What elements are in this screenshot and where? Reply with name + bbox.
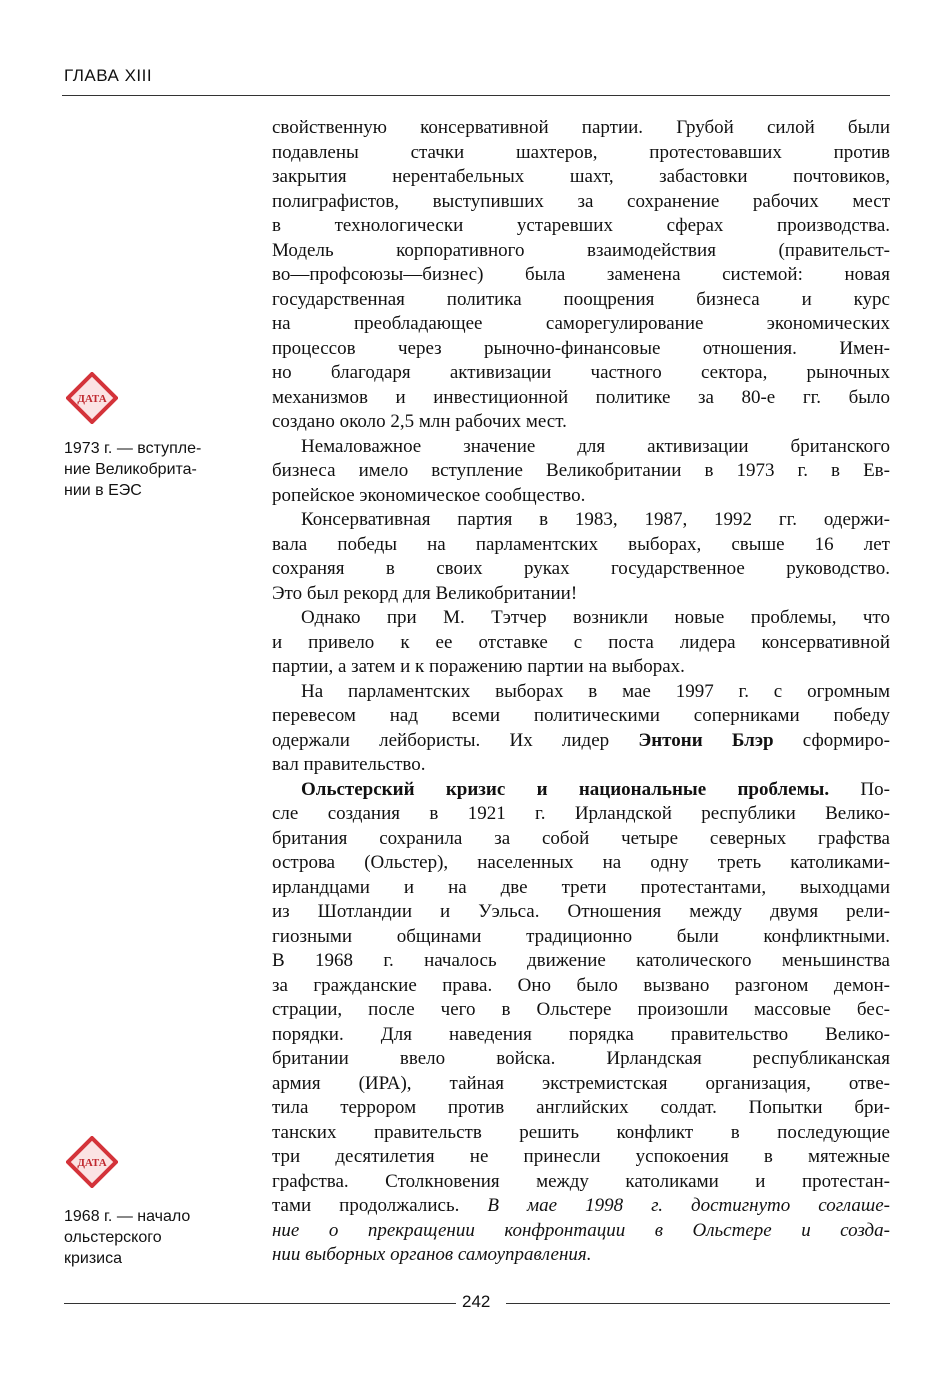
- text-segment: ропейское экономическое сообщество.: [272, 484, 586, 506]
- text-line: [272, 165, 890, 190]
- footer-rule-left: [64, 1303, 456, 1304]
- text-segment: механизмов и инвестиционной политике за 80-е гг. было: [272, 386, 890, 408]
- text-segment: за гражданские права. Оно было вызвано разгоном демон-: [272, 974, 890, 996]
- text-line: [272, 141, 890, 166]
- text-segment: перевесом над всеми политическими соперниками победу: [272, 705, 890, 726]
- text-segment: порядки. Для наведения порядка правительство Велико-: [272, 1023, 890, 1045]
- text-line: [272, 680, 890, 705]
- text-segment: британии ввело войска. Ирландская республиканская: [272, 1048, 890, 1069]
- text-segment: В 1968 г. началось движение католического меньшинства: [272, 950, 890, 971]
- italic-text: В мае 1998 г. достигнуто соглаше-: [487, 1195, 891, 1216]
- text-line: [272, 655, 890, 680]
- text-line: [272, 263, 890, 288]
- text-segment: вал правительство.: [272, 754, 426, 775]
- text-segment: Это был рекорд для Великобритании!: [272, 582, 578, 604]
- text-segment: ирландцами и на две трети протестантами, выходцами: [272, 876, 890, 898]
- text-segment: вала победы на парламентских выборах, свыше 16 лет: [272, 533, 890, 555]
- text-segment: Консервативная партия в 1983, 1987, 1992 гг. одержи-: [301, 509, 890, 530]
- text-line: [272, 974, 890, 999]
- text-segment: армия (ИРА), тайная экстремистская организация, отве-: [272, 1072, 890, 1094]
- text-segment: сформиро-: [773, 729, 890, 751]
- note-line: 1973 г. — вступле-: [64, 440, 202, 457]
- text-line: [272, 802, 890, 827]
- text-line: [272, 753, 890, 778]
- text-line: [272, 386, 890, 411]
- date-badge-icon: [66, 1136, 118, 1188]
- text-line: [272, 459, 890, 484]
- text-line: [272, 361, 890, 386]
- text-segment: создано около 2,5 млн рабочих мест.: [272, 411, 567, 432]
- text-line: [272, 508, 890, 533]
- text-segment: бизнеса имело вступление Великобритании в 1973 г. в Ев-: [272, 460, 890, 481]
- bold-text: Ольстерский кризис и национальные проблемы.: [301, 778, 830, 800]
- text-segment: свойственную консервативной партии. Грубой силой были: [272, 117, 890, 138]
- text-line: [272, 533, 890, 558]
- italic-text: нии выборных органов самоуправления.: [272, 1244, 592, 1265]
- text-segment: острова (Ольстер), населенных на одну треть католиками-: [272, 852, 890, 873]
- text-segment: тила террором против английских солдат. Попытки бри-: [272, 1097, 890, 1118]
- text-line: [272, 827, 890, 852]
- text-line: [272, 288, 890, 313]
- text-line: [272, 851, 890, 876]
- text-line: [272, 631, 890, 656]
- text-segment: закрытия нерентабельных шахт, забастовки почтовиков,: [272, 166, 890, 187]
- svg-text:ДАТА: ДАТА: [77, 393, 107, 405]
- text-segment: сохраняя в своих руках государственное руководство.: [272, 558, 890, 579]
- text-line: [272, 606, 890, 631]
- text-line: [272, 1121, 890, 1146]
- text-line: [272, 1096, 890, 1121]
- text-segment: из Шотландии и Уэльса. Отношения между двумя рели-: [272, 901, 890, 922]
- text-segment: тами продолжались.: [272, 1195, 488, 1216]
- text-line: [272, 116, 890, 141]
- text-segment: три десятилетия не принесли успокоения в мятежные: [272, 1146, 890, 1167]
- chapter-header: ГЛАВА XIII: [64, 66, 153, 85]
- text-segment: на преобладающее саморегулирование экономических: [272, 313, 890, 334]
- text-segment: графства. Столкновения между католиками и протестан-: [272, 1170, 890, 1192]
- text-segment: На парламентских выборах в мае 1997 г. с огромным: [301, 680, 890, 702]
- text-line: [272, 729, 890, 754]
- note-line: ние Великобрита-: [64, 461, 197, 478]
- text-segment: но благодаря активизации частного сектора, рыночных: [272, 362, 890, 383]
- note-line: нии в ЕЭС: [64, 482, 142, 499]
- text-segment: полиграфистов, выступивших за сохранение рабочих мест: [272, 190, 890, 212]
- text-line: [272, 998, 890, 1023]
- date-badge-icon: [66, 372, 118, 424]
- text-line: [272, 1047, 890, 1072]
- text-line: [272, 190, 890, 215]
- text-segment: гиозными общинами традиционно были конфликтными.: [272, 925, 890, 947]
- text-line: [272, 704, 890, 729]
- note-line: 1968 г. — начало: [64, 1208, 191, 1225]
- page-number: 242: [462, 1292, 491, 1311]
- text-line: [272, 1194, 890, 1219]
- bold-text: Энтони Блэр: [638, 729, 774, 751]
- text-line: [272, 239, 890, 264]
- text-line: [272, 1072, 890, 1097]
- text-segment: подавлены стачки шахтеров, протестовавших против: [272, 141, 890, 163]
- text-line: [272, 582, 890, 607]
- text-line: [272, 1145, 890, 1170]
- text-line: [272, 435, 890, 460]
- text-line: [272, 949, 890, 974]
- text-line: [272, 214, 890, 239]
- text-segment: и привело к ее отставке с поста лидера консервативной: [272, 631, 890, 653]
- text-line: [272, 925, 890, 950]
- text-segment: Немаловажное значение для активизации британского: [301, 435, 890, 457]
- text-segment: По-: [829, 778, 890, 800]
- text-line: [272, 1219, 890, 1244]
- margin-note-1973: [64, 438, 201, 501]
- text-segment: государственная политика поощрения бизнеса и курс: [272, 288, 890, 310]
- note-line: кризиса: [64, 1250, 123, 1267]
- footer-rule-right: [506, 1303, 890, 1304]
- text-segment: процессов через рыночно-финансовые отношения. Имен-: [272, 337, 890, 359]
- text-segment: партии, а затем и к поражению партии на выборах.: [272, 656, 685, 677]
- text-line: [272, 900, 890, 925]
- header-rule: [62, 95, 890, 96]
- text-line: [272, 484, 890, 509]
- text-line: [272, 1023, 890, 1048]
- text-line: [272, 778, 890, 803]
- text-segment: одержали лейбористы. Их лидер: [272, 729, 639, 751]
- text-segment: в технологически устаревших сферах производства.: [272, 215, 890, 236]
- text-segment: сле создания в 1921 г. Ирландской республики Велико-: [272, 803, 890, 824]
- text-segment: Однако при М. Тэтчер возникли новые проблемы, что: [301, 607, 890, 628]
- svg-text:ДАТА: ДАТА: [77, 1157, 107, 1169]
- text-line: [272, 1170, 890, 1195]
- text-segment: во—профсоюзы—бизнес) была заменена системой: новая: [272, 264, 890, 285]
- text-segment: британия сохранила за собой четыре северных графства: [272, 827, 890, 849]
- text-segment: танских правительств решить конфликт в последующие: [272, 1121, 890, 1143]
- note-line: ольстерского: [64, 1229, 162, 1246]
- text-line: [272, 410, 890, 435]
- italic-text: ние о прекращении конфронтации в Ольстере и созда-: [272, 1219, 890, 1241]
- body-text: [272, 116, 890, 1268]
- text-line: [272, 312, 890, 337]
- text-line: [272, 1243, 890, 1268]
- text-line: [272, 557, 890, 582]
- text-line: [272, 337, 890, 362]
- text-segment: Модель корпоративного взаимодействия (правительст-: [272, 239, 890, 261]
- text-line: [272, 876, 890, 901]
- text-segment: страции, после чего в Ольстере произошли массовые бес-: [272, 999, 890, 1020]
- margin-note-1968: [64, 1206, 190, 1269]
